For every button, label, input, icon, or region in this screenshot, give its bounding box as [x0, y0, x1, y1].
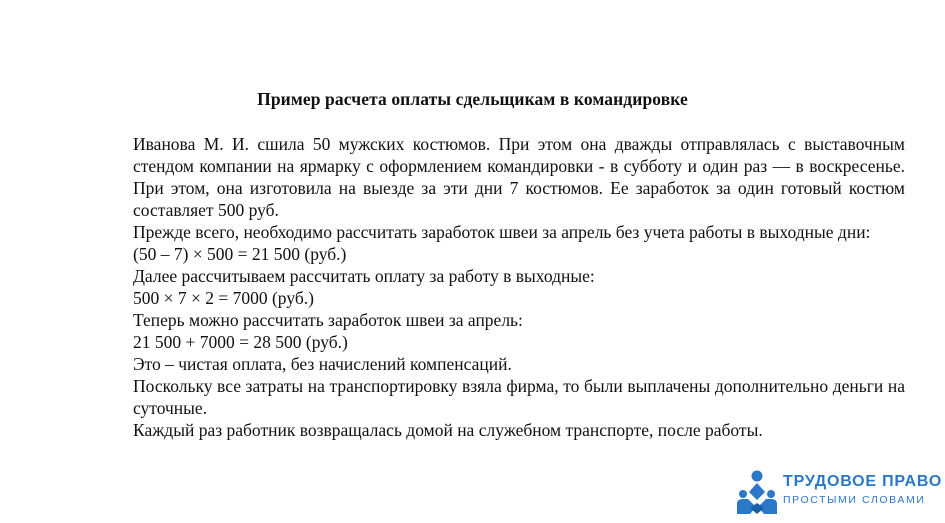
paragraph-total-step: Теперь можно рассчитать заработок швеи за апрель:: [133, 310, 523, 330]
formula-weekend-pay: 500 × 7 × 2 = 7000 (руб.): [133, 288, 314, 308]
paragraph-weekend-step: Далее рассчитываем рассчитать оплату за работу в выходные:: [133, 266, 595, 286]
logo-title: ТРУДОВОЕ ПРАВО: [783, 473, 943, 490]
document-body: [133, 133, 905, 441]
paragraph-per-diem: Поскольку все затраты на транспортировку взяла фирма, то были выплачены дополнительно деньги на суточные.: [133, 376, 905, 418]
paragraph-intro: Иванова М. И. сшила 50 мужских костюмов. При этом она дважды отправлялась с выставочным стендом компании на ярмарку с оформлением командировки - в субботу и один раз — в воскресенье. При этом, она изготовила на выезде за эти дни 7 костюмов. Ее заработок за один готовый костюм составляет 500 руб.: [133, 134, 905, 220]
formula-base-pay: (50 – 7) × 500 = 21 500 (руб.): [133, 244, 347, 264]
people-handshake-icon: [736, 470, 778, 516]
formula-total-pay: 21 500 + 7000 = 28 500 (руб.): [133, 332, 348, 352]
paragraph-first-step: Прежде всего, необходимо рассчитать заработок швеи за апрель без учета работы в выходные дни:: [133, 222, 871, 242]
brand-logo: [736, 470, 941, 516]
logo-subtitle: ПРОСТЫМИ СЛОВАМИ: [783, 494, 926, 506]
paragraph-net-pay: Это – чистая оплата, без начислений компенсаций.: [133, 354, 512, 374]
paragraph-transport: Каждый раз работник возвращалась домой на служебном транспорте, после работы.: [133, 420, 763, 440]
document-title: Пример расчета оплаты сдельщикам в командировке: [257, 89, 688, 109]
